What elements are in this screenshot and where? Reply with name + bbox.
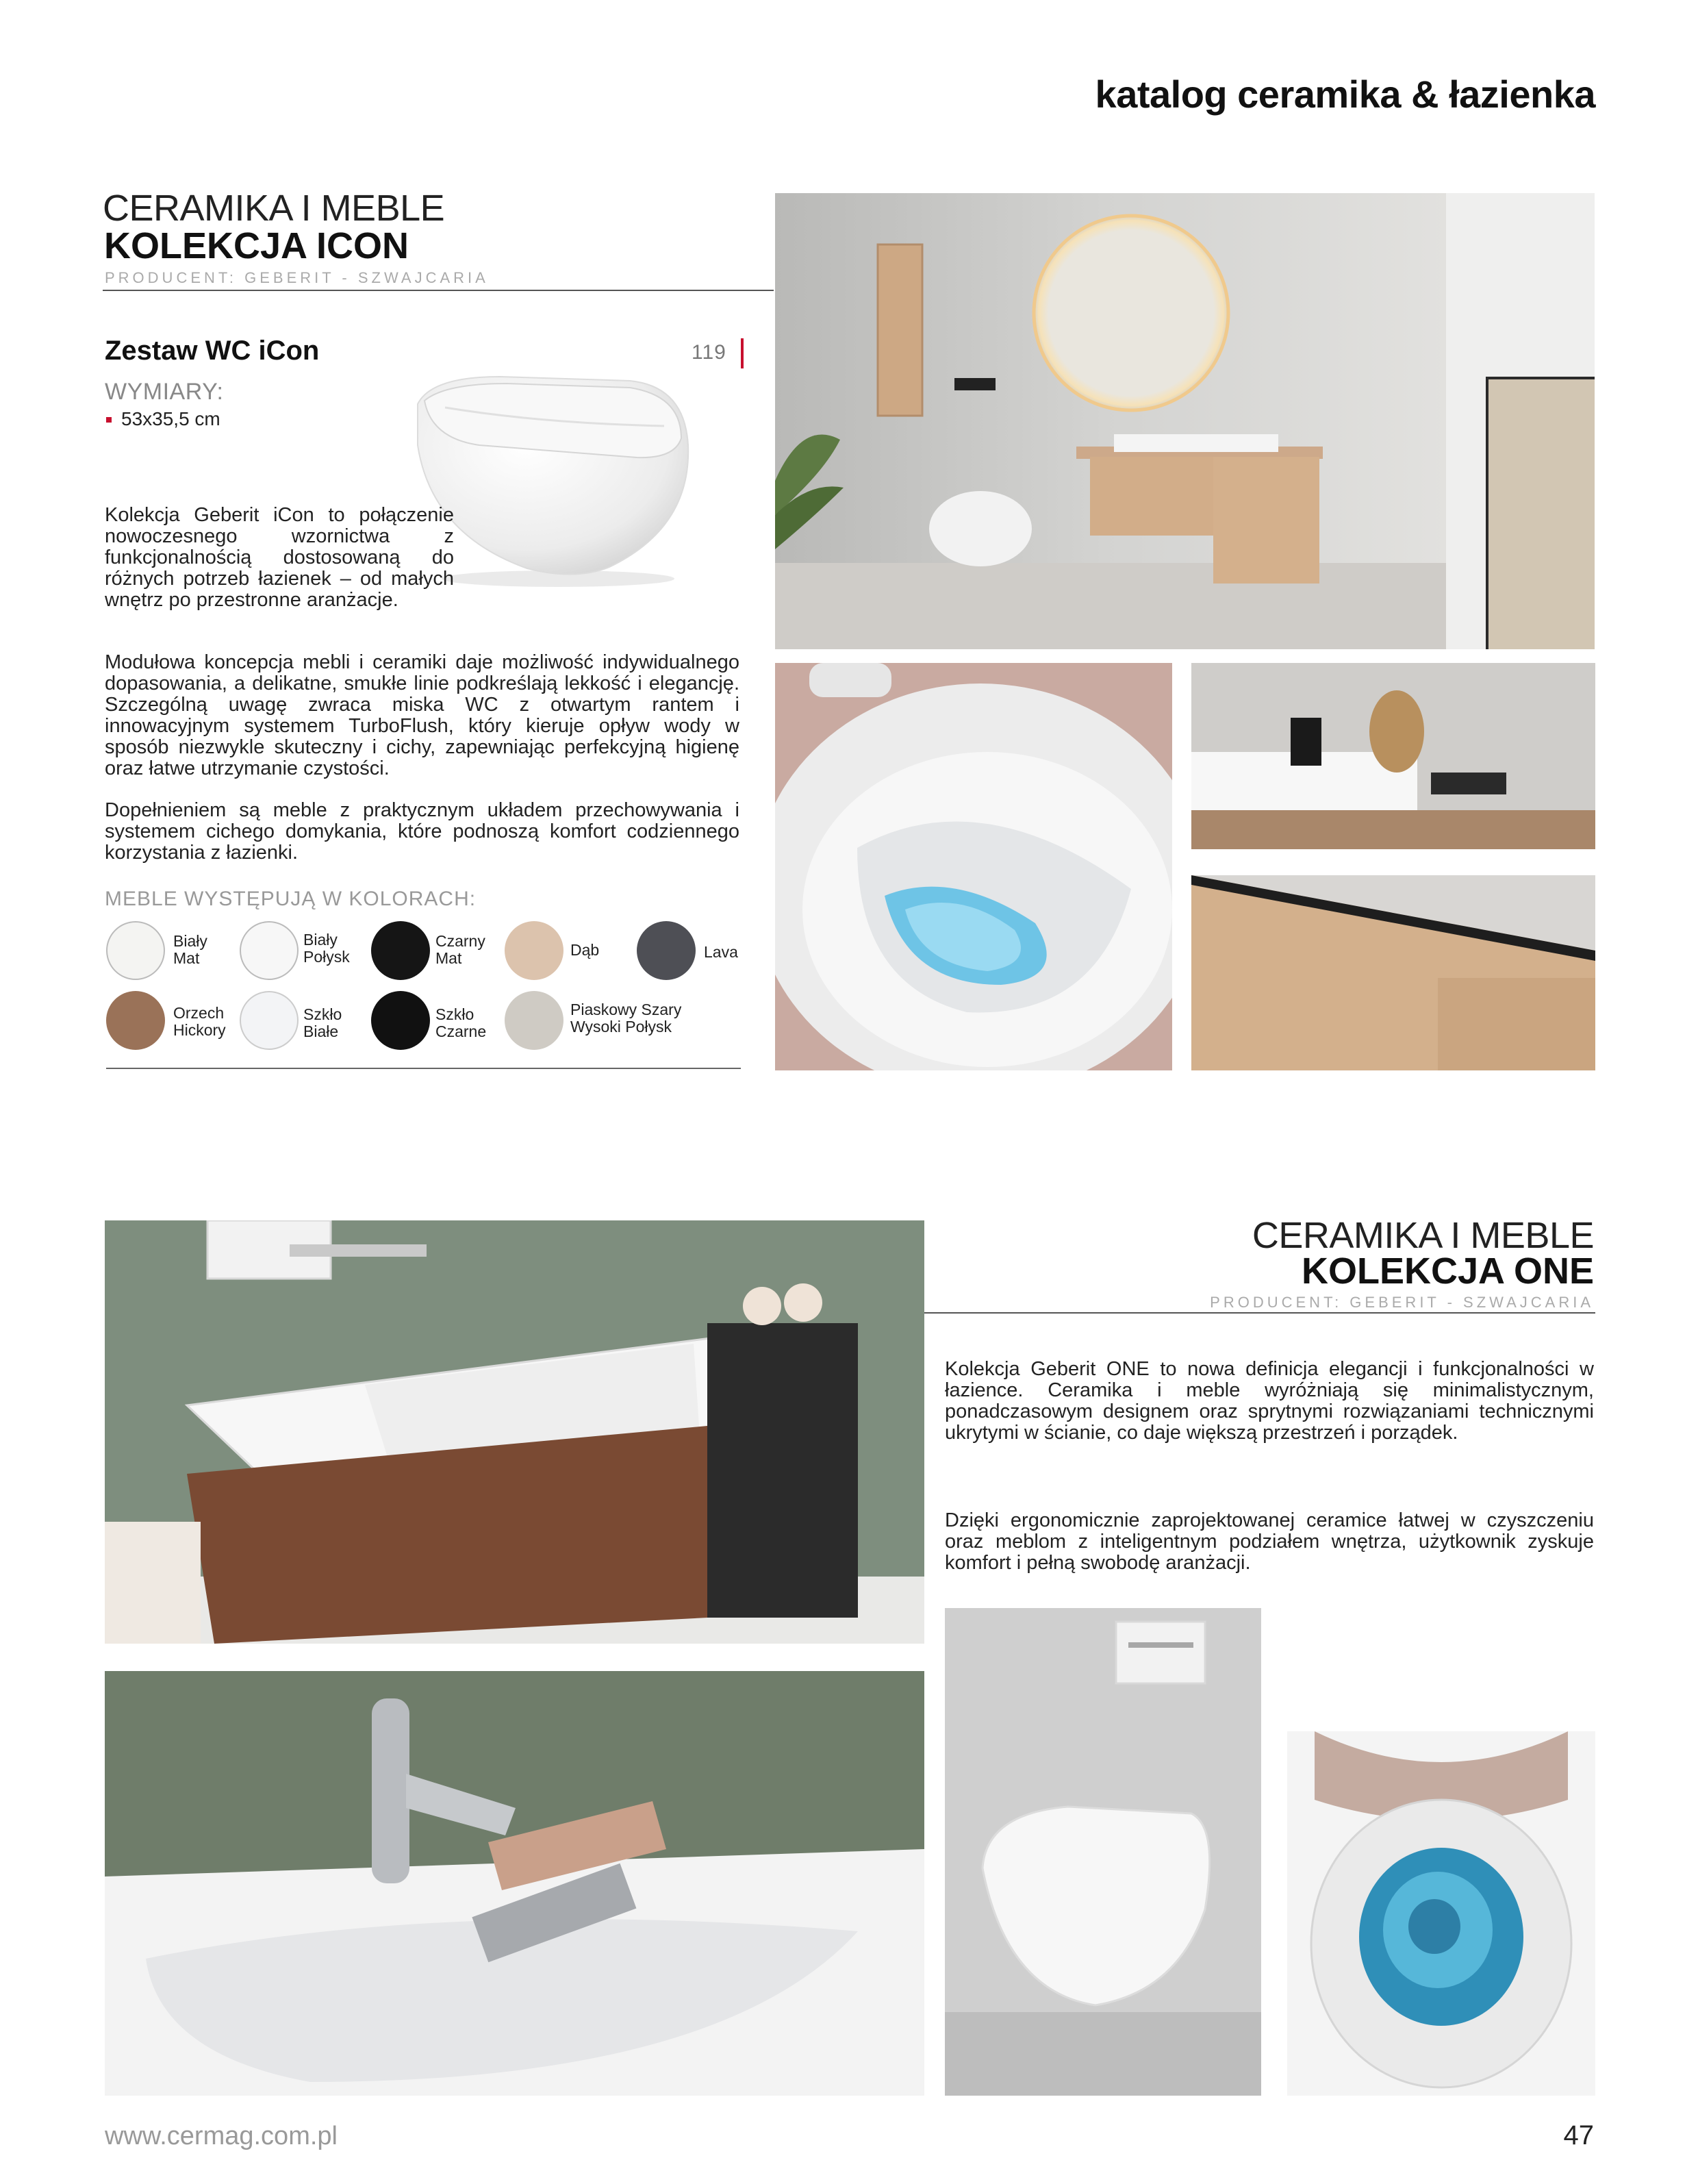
swatch-rule <box>106 1068 741 1069</box>
photo-one-wc-wall-art <box>945 1608 1261 2096</box>
section-one-producer: PRODUCENT: GEBERIT - SZWAJCARIA <box>1210 1294 1594 1311</box>
swatch-label: Szkło Czarne <box>435 1005 487 1040</box>
dimensions-value: 53x35,5 cm <box>121 408 220 429</box>
one-paragraph-1: Kolekcja Geberit ONE to nowa definicja elegancji i funkcjonalności w łazience. Ceramika i meble wyróżniają się minimalistycznym, ponadczasowym designem oraz sprytnymi rozwiązaniami technicznymi ukrytymi w ścianie, co daje większą przestrzeń i porządek. <box>945 1358 1594 1444</box>
swatch-label: Biały Połysk <box>303 931 350 966</box>
swatch-dab <box>505 921 563 980</box>
icon-paragraph-1: Kolekcja Geberit iCon to połączenie nowoczesnego wzornictwa z funkcjonalnością dostosowaną do różnych potrzeb łazienek – od małych wnętrz po przestronne aranżacje. <box>105 504 454 611</box>
product-name: Zestaw WC iCon <box>105 336 320 366</box>
product-code-marker <box>741 338 744 368</box>
swatch-czarny-mat <box>371 921 430 980</box>
section-icon-title-line1: CERAMIKA I MEBLE <box>103 188 445 229</box>
photo-icon-bowl-flush-art <box>775 663 1172 1070</box>
photo-one-washbasin-cabinet-art <box>105 1220 924 1644</box>
section-one-rule <box>924 1312 1595 1314</box>
swatch-lava <box>637 921 696 980</box>
swatch-bialy-polysk <box>240 921 299 980</box>
section-icon-title-line2: KOLEKCJA ICON <box>104 225 409 266</box>
photo-one-bowl-flush-art <box>1287 1731 1595 2096</box>
swatch-piaskowy-szary <box>505 991 563 1050</box>
swatch-heading: MEBLE WYSTĘPUJĄ W KOLORACH: <box>105 888 477 910</box>
photo-icon-bathroom-art <box>775 193 1595 649</box>
photo-icon-bathroom <box>775 193 1595 649</box>
swatch-szklo-czarne <box>371 991 430 1050</box>
section-one-title-line1: CERAMIKA I MEBLE <box>1252 1215 1594 1256</box>
swatch-label: Orzech Hickory <box>173 1004 226 1039</box>
section-icon-rule <box>103 290 774 291</box>
photo-icon-cabinet-edge <box>1191 875 1595 1070</box>
photo-icon-washbasin-detail <box>1191 663 1595 849</box>
swatch-label: Dąb <box>570 941 600 959</box>
photo-icon-washbasin-detail-art <box>1191 663 1595 849</box>
one-paragraph-2: Dzięki ergonomicznie zaprojektowanej ceramice łatwej w czyszczeniu oraz meblom z inteligentnym podziałem wnętrza, użytkownik zyskuje komfort i pełną swobodę aranżacji. <box>945 1509 1594 1574</box>
swatch-orzech-hickory <box>106 991 165 1050</box>
dimensions-label: WYMIARY: <box>105 379 224 405</box>
swatch-label: Biały Mat <box>173 932 207 967</box>
product-code: 119 <box>692 341 726 364</box>
swatch-label: Lava <box>704 943 738 961</box>
swatch-label: Czarny Mat <box>435 932 485 967</box>
section-icon-producer: PRODUCENT: GEBERIT - SZWAJCARIA <box>105 269 489 286</box>
photo-one-washbasin-cabinet <box>105 1220 924 1644</box>
photo-one-faucet-drain-art <box>105 1671 924 2096</box>
photo-icon-bowl-flush <box>775 663 1172 1070</box>
swatch-szklo-biale <box>240 991 299 1050</box>
bullet-icon <box>106 417 112 423</box>
photo-one-bowl-flush <box>1287 1731 1595 2096</box>
swatch-bialy-mat <box>106 921 165 980</box>
swatch-label: Piaskowy Szary Wysoki Połysk <box>570 1001 682 1035</box>
footer-url[interactable]: www.cermag.com.pl <box>105 2122 338 2150</box>
section-one-title-line2: KOLEKCJA ONE <box>1301 1251 1594 1292</box>
photo-icon-cabinet-edge-art <box>1191 875 1595 1070</box>
swatch-label: Szkło Białe <box>303 1005 342 1040</box>
icon-paragraph-3: Dopełnieniem są meble z praktycznym układem przechowywania i systemem cichego domykania, które podnoszą komfort codziennego korzystania z łazienki. <box>105 799 739 864</box>
photo-one-faucet-drain <box>105 1671 924 2096</box>
icon-paragraph-2: Modułowa koncepcja mebli i ceramiki daje możliwość indywidualnego dopasowania, a delikatne, smukłe linie podkreślają lekkość i elegancję. Szczególną uwagę zwraca miska WC z otwartym rantem i innowacyjnym systemem TurboFlush, który kieruje opływ wody w sposób niezwykle skuteczny i cichy, zapewniając perfekcyjną higienę oraz łatwe utrzymanie czystości. <box>105 651 739 779</box>
page-number: 47 <box>1563 2120 1594 2150</box>
catalog-title: katalog ceramika & łazienka <box>1095 73 1595 116</box>
photo-one-wc-wall <box>945 1608 1261 2096</box>
